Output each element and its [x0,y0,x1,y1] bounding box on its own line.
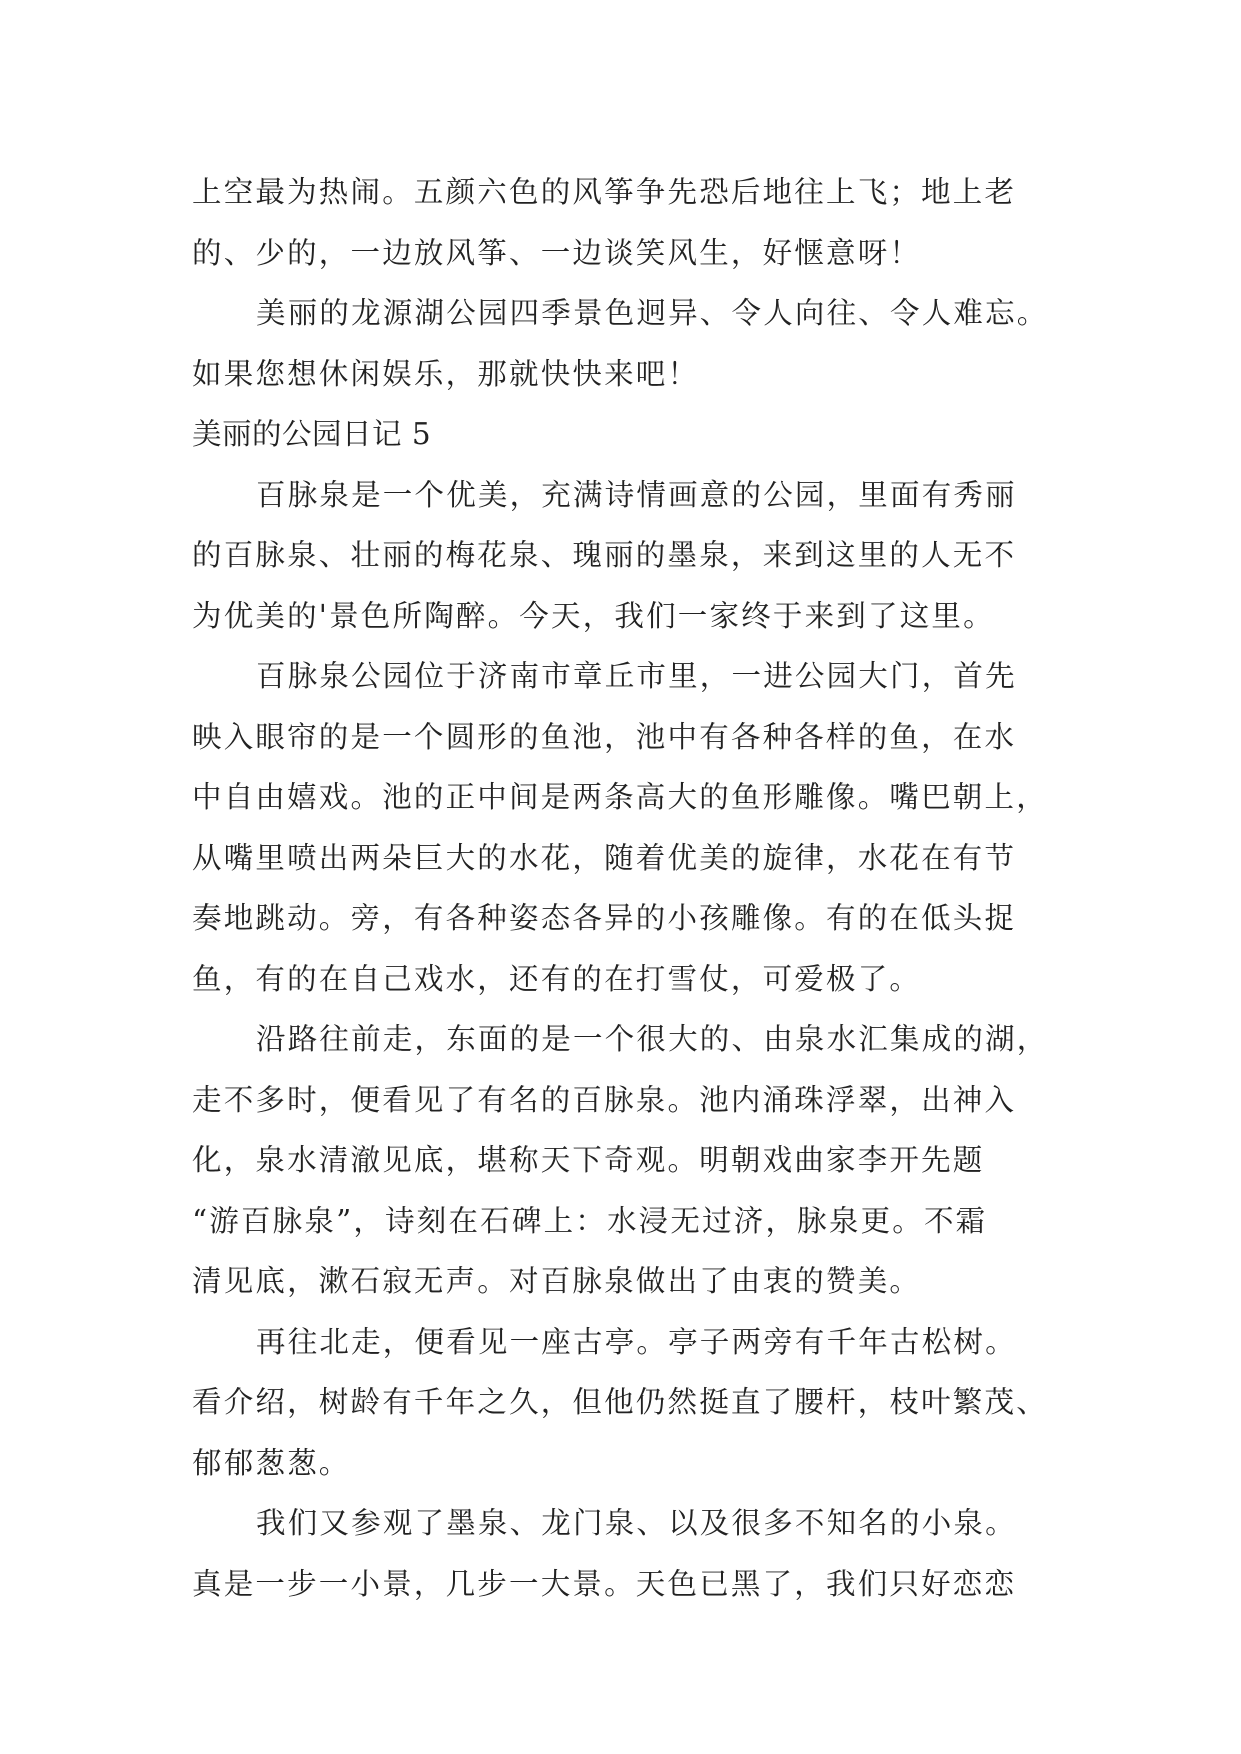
paragraph [192,1312,1052,1494]
text-line: 清见底，漱石寂无声。对百脉泉做出了由衷的赞美。 [192,1264,922,1298]
paragraph [192,646,1052,1009]
text-line: 中自由嬉戏。池的正中间是两条高大的鱼形雕像。嘴巴朝上， [192,780,1048,814]
paragraph [192,162,1052,283]
text-line: 看介绍，树龄有千年之久，但他仍然挺直了腰杆，枝叶繁茂、 [192,1385,1048,1419]
text-line: 的百脉泉、壮丽的梅花泉、瑰丽的墨泉，来到这里的人无不 [192,538,1017,572]
text-line: 映入眼帘的是一个圆形的鱼池，池中有各种各样的鱼，在水 [192,719,1017,754]
text-line: 再往北走，便看见一座古亭。亭子两旁有千年古松树。 [256,1324,1017,1359]
text-line: 百脉泉公园位于济南市章丘市里，一进公园大门，首先 [256,659,1017,693]
text-line: 上空最为热闹。五颜六色的风筝争先恐后地往上飞；地上老 [192,175,1017,209]
text-line: 沿路往前走，东面的是一个很大的、由泉水汇集成的湖， [256,1022,1049,1056]
paragraph [192,465,1052,647]
section-heading [192,404,1052,465]
text-line: 真是一步一小景，几步一大景。天色已黑了，我们只好恋恋 [192,1566,1017,1601]
paragraph [192,283,1052,404]
text-line: 郁郁葱葱。 [192,1445,351,1480]
text-line: 化，泉水清澈见底，堪称天下奇观。明朝戏曲家李开先题 [192,1143,985,1177]
text-line: 为优美的'景色所陶醉。今天，我们一家终于来到了这里。 [192,598,995,633]
paragraph [192,1493,1052,1614]
text-line: 从嘴里喷出两朵巨大的水花，随着优美的旋律，水花在有节 [192,840,1017,875]
text-line: 鱼，有的在自己戏水，还有的在打雪仗，可爱极了。 [192,961,922,996]
text-line: 美丽的龙源湖公园四季景色迥异、令人向往、令人难忘。 [256,296,1049,330]
document-body [192,162,1052,1614]
heading-text: 美丽的公园日记 5 [192,417,432,451]
text-line: “游百脉泉”，诗刻在石碑上：水浸无过济，脉泉更。不霜 [192,1203,988,1238]
text-line: 我们又参观了墨泉、龙门泉、以及很多不知名的小泉。 [256,1506,1017,1540]
paragraph [192,1009,1052,1312]
text-line: 百脉泉是一个优美，充满诗情画意的公园，里面有秀丽 [256,477,1017,512]
text-line: 的、少的，一边放风筝、一边谈笑风生，好惬意呀！ [192,235,922,270]
text-line: 如果您想休闲娱乐，那就快快来吧！ [192,356,700,391]
text-line: 奏地跳动。旁，有各种姿态各异的小孩雕像。有的在低头捉 [192,901,1017,935]
text-line: 走不多时，便看见了有名的百脉泉。池内涌珠浮翠，出神入 [192,1082,1017,1117]
